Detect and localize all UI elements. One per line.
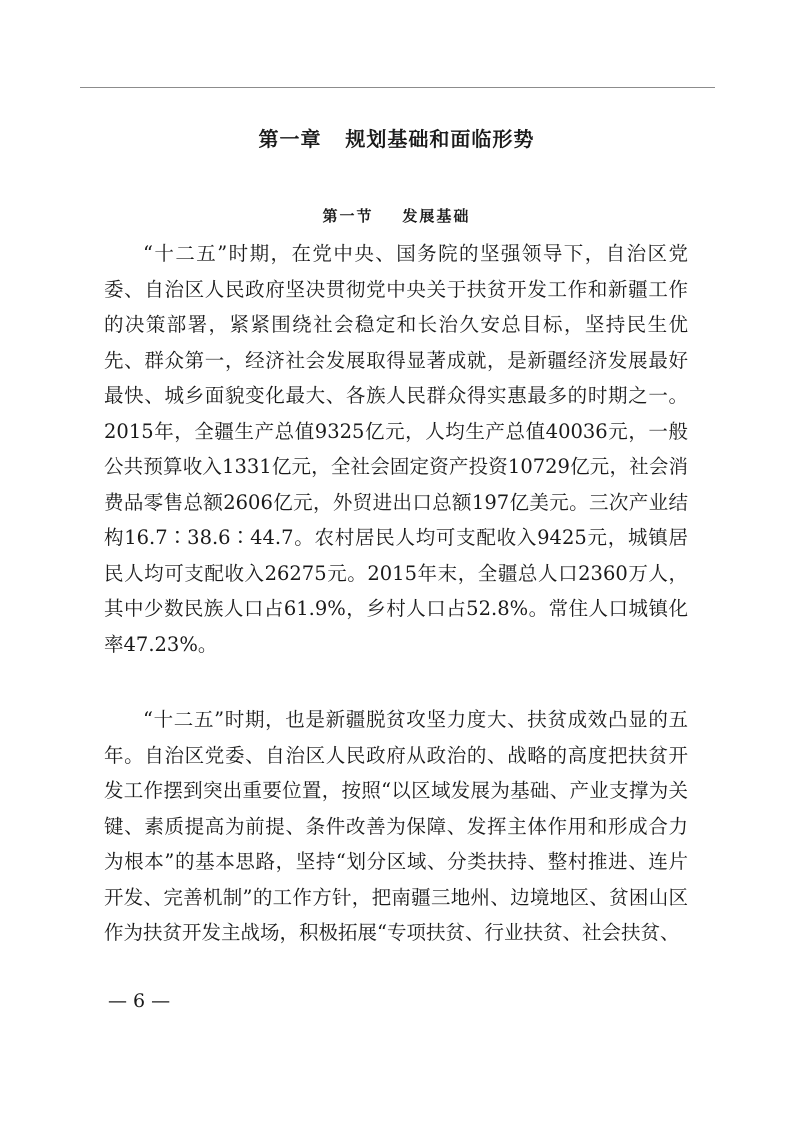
header-rule xyxy=(80,87,715,88)
body-paragraph-1: “十二五”时期，在党中央、国务院的坚强领导下，自治区党委、自治区人民政府坚决贯彻党中央关于扶贫开发工作和新疆工作的决策部署，紧紧围绕社会稳定和长治久安总目标，坚持民生优先、群众第一，经济社会发展取得显著成就，是新疆经济发展最好最快、城乡面貌变化最大、各族人民群众得实惠最多的时期之一。2015年，全疆生产总值9325亿元，人均生产总值40036元，一般公共预算收入1331亿元，全社会固定资产投资10729亿元，社会消费品零售总额2606亿元，外贸进出口总额197亿美元。三次产业结构16.7∶38.6∶44.7。农村居民人均可支配收入9425元，城镇居民人均可支配收入26275元。2015年末，全疆总人口2360万人，其中少数民族人口占61.9%，乡村人口占52.8%。常住人口城镇化率47.23%。 xyxy=(104,242,688,656)
section-title: 第一节 发展基础 xyxy=(322,207,471,225)
page-number: — 6 — xyxy=(108,990,171,1012)
body-paragraph-2: “十二五”时期，也是新疆脱贫攻坚力度大、扶贫成效凸显的五年。自治区党委、自治区人民政府从政治的、战略的高度把扶贫开发工作摆到突出重要位置，按照“以区域发展为基础、产业支撑为关键、素质提高为前提、条件改善为保障、发挥主体作用和形成合力为根本”的基本思路，坚持“划分区域、分类扶持、整村推进、连片开发、完善机制”的工作方针，把南疆三地州、边境地区、贫困山区作为扶贫开发主战场，积极拓展“专项扶贫、行业扶贫、社会扶贫、 xyxy=(104,708,688,944)
chapter-title: 第一章 规划基础和面临形势 xyxy=(258,127,535,151)
